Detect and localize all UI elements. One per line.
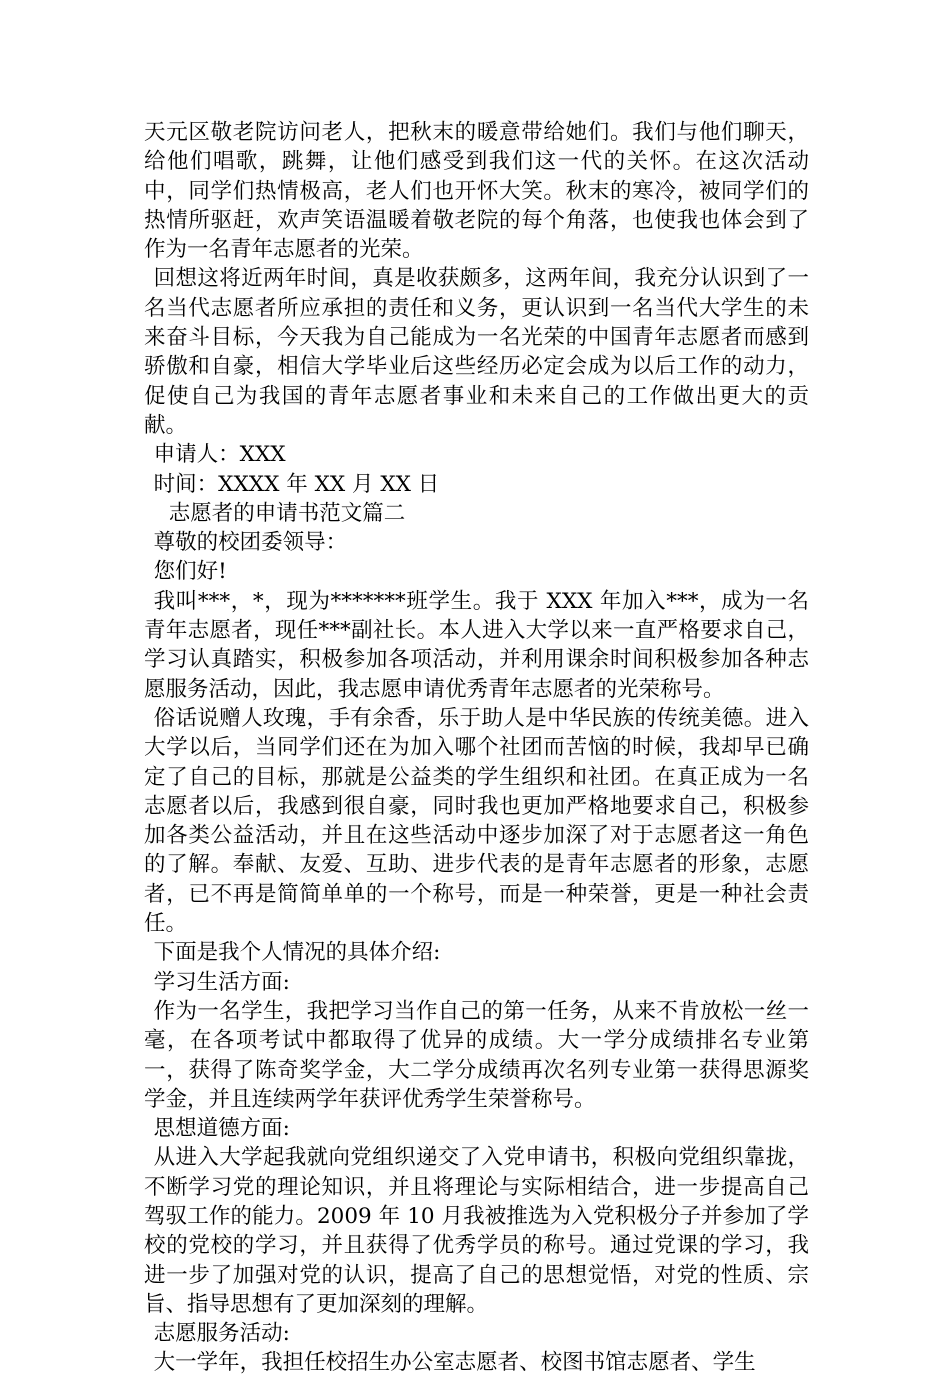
heading-volunteer: 志愿服务活动:: [153, 1321, 290, 1347]
document-body: [144, 118, 809, 1378]
applicant-line: 申请人：XXX: [153, 442, 286, 468]
section-title: 志愿者的申请书范文篇二: [168, 500, 406, 526]
paragraph-volunteer: 大一学年，我担任校招生办公室志愿者、校图书馆志愿者、学生: [153, 1350, 756, 1376]
greeting: 您们好!: [153, 559, 227, 585]
paragraph-moral: 从进入大学起我就向党组织递交了入党申请书，积极向党组织靠拢，不断学习党的理论知识，并且将理论与实际相结合，进一步提高自己驾驭工作的能力。2009 年 10 月我被推选为入党积极分子并参加了学校的党校的学习，并且获得了优秀学员的称号。通过党课的学习，我进一步了加强对党的认识，提高了自己的思想觉悟，对党的性质、宗旨、指导思想有了更加深刻的理解。: [144, 1145, 809, 1317]
paragraph-reflection: 回想这将近两年时间，真是收获颇多，这两年间，我充分认识到了一名当代志愿者所应承担的责任和义务，更认识到一名当代大学生的未来奋斗目标，今天我为自己能成为一名光荣的中国青年志愿者而感到骄傲和自豪，相信大学毕业后这些经历必定会成为以后工作的动力，促使自己为我国的青年志愿者事业和未来自己的工作做出更大的贡献。: [144, 266, 809, 438]
heading-study: 学习生活方面:: [153, 969, 290, 995]
salutation: 尊敬的校团委领导：: [153, 530, 348, 556]
heading-moral: 思想道德方面:: [153, 1116, 290, 1142]
paragraph-motivation: 俗话说赠人玫瑰，手有余香，乐于助人是中华民族的传统美德。进入大学以后，当同学们还在为加入哪个社团而苦恼的时候，我却早已确定了自己的目标，那就是公益类的学生组织和社团。在真正成为一名志愿者以后，我感到很自豪，同时我也更加严格地要求自己，积极参加各类公益活动，并且在这些活动中逐步加深了对于志愿者这一角色的了解。奉献、友爱、互助、进步代表的是青年志愿者的形象，志愿者，已不再是简简单单的一个称号，而是一种荣誉，更是一种社会责任。: [144, 705, 809, 937]
paragraph-details-intro: 下面是我个人情况的具体介绍:: [153, 940, 441, 966]
paragraph-study: 作为一名学生，我把学习当作自己的第一任务，从来不肯放松一丝一毫，在各项考试中都取得了优异的成绩。大一学分成绩排名专业第一，获得了陈奇奖学金，大二学分成绩再次名列专业第一获得思源奖学金，并且连续两学年获评优秀学生荣誉称号。: [144, 998, 809, 1112]
paragraph-introduction: 我叫***，*，现为*******班学生。我于 XXX 年加入***，成为一名青年志愿者，现任***副社长。本人进入大学以来一直严格要求自己，学习认真踏实，积极参加各项活动，并利用课余时间积极参加各种志愿服务活动，因此，我志愿申请优秀青年志愿者的光荣称号。: [144, 588, 809, 702]
date-line: 时间：XXXX 年 XX 月 XX 日: [153, 471, 440, 497]
paragraph-nursing-home-visit: 天元区敬老院访问老人，把秋末的暖意带给她们。我们与他们聊天，给他们唱歌，跳舞，让他们感受到我们这一代的关怀。在这次活动中，同学们热情极高，老人们也开怀大笑。秋末的寒冷，被同学们的热情所驱赶，欢声笑语温暖着敬老院的每个角落，也使我也体会到了作为一名青年志愿者的光荣。: [144, 120, 809, 263]
